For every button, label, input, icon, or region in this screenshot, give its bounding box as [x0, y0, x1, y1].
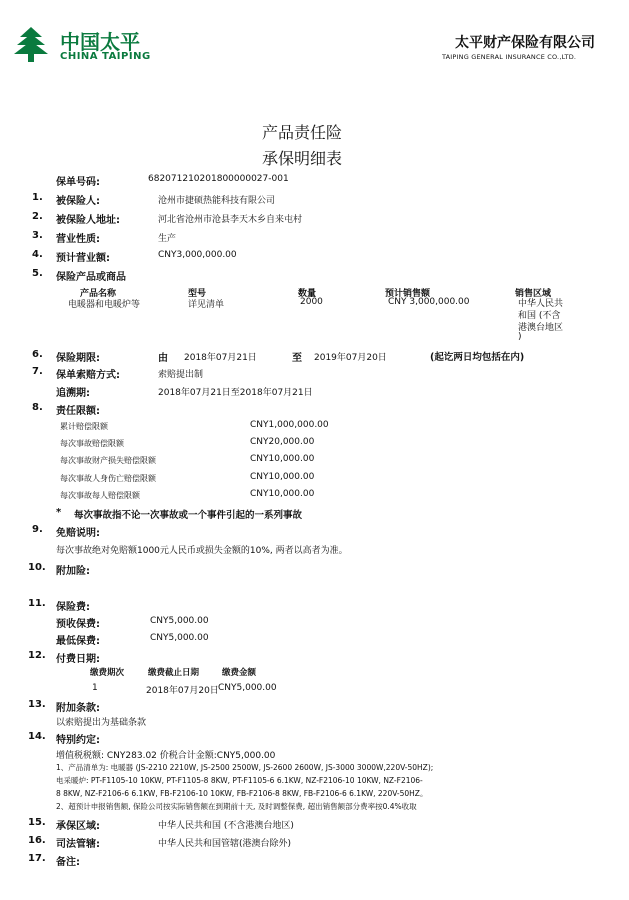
territory-value: 中华人民共和国 (不含港澳台地区)	[158, 821, 294, 831]
limits-note: 每次事故指不论一次事故或一个事件引起的一系列事故	[74, 510, 303, 521]
minimum-premium-label: 最低保费:	[56, 636, 100, 647]
payment-installment: 1	[92, 683, 98, 693]
extension-clauses-label: 附加条款:	[56, 703, 100, 714]
special-line-1: 增值税税额: CNY283.02 价税合计金额:CNY5,000.00	[56, 751, 276, 761]
claims-basis-label: 保单索赔方式:	[56, 370, 120, 381]
item-13-number: 13.	[28, 699, 46, 710]
payment-amount: CNY5,000.00	[218, 683, 277, 693]
deposit-premium-value: CNY5,000.00	[150, 616, 209, 626]
limit-value-bodily: CNY10,000.00	[250, 472, 315, 482]
item-3-number: 3.	[32, 230, 43, 241]
item-5-number: 5.	[32, 268, 43, 279]
estimated-turnover-label: 预计营业额:	[56, 253, 110, 264]
limit-name-per-person: 每次事故每人赔偿限额	[60, 491, 140, 500]
item-6-number: 6.	[32, 349, 43, 360]
jurisdiction-value: 中华人民共和国管辖(港澳台除外)	[158, 839, 292, 849]
item-8-number: 8.	[32, 402, 43, 413]
item-10-number: 10.	[28, 562, 46, 573]
payment-due-date: 2018年07月20日	[146, 686, 219, 696]
period-from-date: 2018年07月21日	[184, 353, 257, 363]
claims-basis-value: 索赔提出制	[158, 370, 204, 380]
logo-text-cn: 中国太平	[60, 30, 140, 54]
payment-date-label: 付费日期:	[56, 654, 100, 665]
policy-number-label: 保单号码:	[56, 177, 100, 188]
product-header-region: 销售区域	[515, 289, 552, 299]
product-header-name: 产品名称	[80, 289, 117, 299]
limit-name-per-accident: 每次事故赔偿限额	[60, 439, 124, 448]
payment-header-amount: 缴费金额	[222, 668, 257, 678]
limit-name-bodily: 每次事故人身伤亡赔偿限额	[60, 474, 156, 483]
insured-label: 被保险人:	[56, 196, 100, 207]
item-4-number: 4.	[32, 249, 43, 260]
product-region-line-3: 港澳台地区	[518, 323, 564, 333]
special-line-2: 1、产品清单为: 电暖器 (JS-2210 2210W, JS-2500 2500W, JS-2600 2600W, JS-3000 3000W,220V-50HZ);	[56, 763, 434, 772]
retroactive-label: 追溯期:	[56, 388, 90, 399]
special-line-5: 2、超预计申报销售额, 保险公司按实际销售额在到期前十天, 及时调整保费, 超出销售额部分费率按0.4%收取	[56, 802, 417, 811]
limits-label: 责任限额:	[56, 406, 100, 417]
period-label: 保险期限:	[56, 353, 100, 364]
limits-note-star: *	[56, 507, 62, 518]
product-name: 电暖器和电暖炉等	[68, 300, 141, 310]
remarks-label: 备注:	[56, 857, 80, 868]
product-header-qty: 数量	[298, 289, 317, 299]
deductible-text: 每次事故绝对免赔额1000元人民币或损失金额的10%, 两者以高者为准。	[56, 546, 348, 556]
product-model: 详见清单	[188, 300, 225, 310]
payment-header-due-date: 缴费截止日期	[148, 668, 200, 678]
limit-value-aggregate: CNY1,000,000.00	[250, 420, 329, 430]
limit-name-property: 每次事故财产损失赔偿限额	[60, 456, 156, 465]
extension-clauses-text: 以索赔提出为基础条款	[56, 718, 147, 728]
item-15-number: 15.	[28, 817, 46, 828]
special-line-4: 8 8KW, NZ-F2106-6 6.1KW, FB-F2106-10 10KW, FB-F2106-8 8KW, FB-F2106-6 6.1KW, 220V-50HZ。	[56, 789, 428, 798]
product-header-model: 型号	[188, 289, 207, 299]
tree-logo-icon	[12, 24, 50, 64]
item-7-number: 7.	[32, 366, 43, 377]
logo-text-en: CHINA TAIPING	[60, 51, 151, 62]
item-1-number: 1.	[32, 192, 43, 203]
additional-cover-label: 附加险:	[56, 566, 90, 577]
doc-title-line1: 产品责任险	[262, 123, 343, 142]
special-line-3: 电采暖炉: PT-F1105-10 10KW, PT-F1105-8 8KW, PT-F1105-6 6.1KW, NZ-F2106-10 10KW, NZ-F2106-	[56, 776, 423, 785]
territory-label: 承保区域:	[56, 821, 100, 832]
jurisdiction-label: 司法管辖:	[56, 839, 100, 850]
item-11-number: 11.	[28, 598, 46, 609]
item-14-number: 14.	[28, 731, 46, 742]
limit-name-aggregate: 累计赔偿限额	[60, 422, 108, 431]
product-region-line-1: 中华人民共	[518, 299, 564, 309]
estimated-turnover-value: CNY3,000,000.00	[158, 250, 237, 260]
period-to-date: 2019年07月20日	[314, 353, 387, 363]
product-region-line-4: )	[518, 332, 522, 342]
products-label: 保险产品或商品	[56, 272, 126, 283]
insured-address-value: 河北省沧州市沧县李天木乡自来屯村	[158, 215, 303, 225]
retroactive-value: 2018年07月21日至2018年07月21日	[158, 388, 313, 398]
deductible-label: 免赔说明:	[56, 528, 100, 539]
item-12-number: 12.	[28, 650, 46, 661]
item-2-number: 2.	[32, 211, 43, 222]
period-note: (起讫两日均包括在内)	[430, 352, 525, 363]
business-nature-label: 营业性质:	[56, 234, 100, 245]
deposit-premium-label: 预收保费:	[56, 619, 100, 630]
minimum-premium-value: CNY5,000.00	[150, 633, 209, 643]
premium-label: 保险费:	[56, 602, 90, 613]
period-from-word: 由	[158, 353, 168, 364]
item-17-number: 17.	[28, 853, 46, 864]
item-16-number: 16.	[28, 835, 46, 846]
product-sales: CNY 3,000,000.00	[388, 297, 470, 307]
payment-header-installment: 缴费期次	[90, 668, 125, 678]
company-name-cn: 太平财产保险有限公司	[455, 35, 595, 51]
policy-number-value: 682071210201800000027-001	[148, 174, 289, 184]
special-conditions-label: 特别约定:	[56, 735, 100, 746]
limit-value-per-accident: CNY20,000.00	[250, 437, 315, 447]
business-nature-value: 生产	[158, 234, 177, 244]
company-name-en: TAIPING GENERAL INSURANCE CO.,LTD.	[442, 53, 577, 61]
insured-value: 沧州市捷硕热能科技有限公司	[158, 196, 276, 206]
period-to-word: 至	[292, 353, 302, 364]
company-logo	[12, 24, 162, 68]
product-region-line-2: 和国 (不含	[518, 311, 561, 321]
doc-title-line2: 承保明细表	[262, 149, 343, 168]
product-header-sales: 预计销售额	[385, 289, 431, 299]
limit-value-per-person: CNY10,000.00	[250, 489, 315, 499]
product-quantity: 2000	[300, 297, 323, 307]
item-9-number: 9.	[32, 524, 43, 535]
insured-address-label: 被保险人地址:	[56, 215, 120, 226]
limit-value-property: CNY10,000.00	[250, 454, 315, 464]
